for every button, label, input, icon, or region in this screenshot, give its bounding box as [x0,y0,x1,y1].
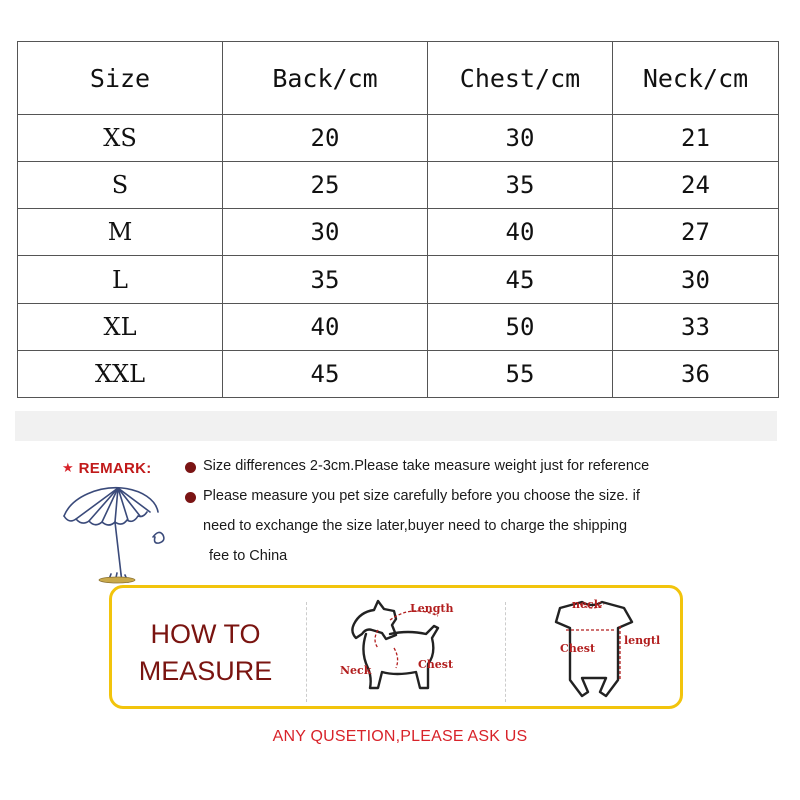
divider-band [15,411,777,441]
size-cell: XL [18,303,223,350]
back-cell: 40 [223,303,428,350]
header-back: Back/cm [223,42,428,115]
table-row [18,115,779,162]
dashed-divider [505,602,507,702]
shirt-chest-label: Chest [560,642,596,655]
chest-cell: 40 [428,209,613,256]
chest-cell: 45 [428,256,613,303]
table-row [18,350,779,397]
neck-cell: 30 [613,256,779,303]
back-cell: 35 [223,256,428,303]
title-line-1: HOW TO [150,619,261,649]
neck-cell: 24 [613,162,779,209]
shirt-neck-label: neck [572,598,602,611]
chest-cell: 50 [428,303,613,350]
back-cell: 45 [223,350,428,397]
size-cell: L [18,256,223,303]
how-to-measure-title [133,616,278,690]
dog-length-label: Length [410,602,454,615]
table-row [18,209,779,256]
size-cell: M [18,209,223,256]
bullet-icon [185,462,196,473]
remark-note-1: Size differences 2-3cm.Please take measure weight just for reference [203,458,650,474]
footer-contact-text: ANY QUSETION,PLEASE ASK US [272,728,528,745]
chest-cell: 35 [428,162,613,209]
umbrella-icon [58,482,178,587]
neck-cell: 36 [613,350,779,397]
size-cell: XS [18,115,223,162]
remark-label: REMARK: [78,459,152,477]
header-neck: Neck/cm [613,42,779,115]
neck-cell: 27 [613,209,779,256]
size-cell: XXL [18,350,223,397]
table-header-row [18,42,779,115]
shirt-outline-icon [530,596,670,706]
title-line-2: MEASURE [138,656,273,686]
dog-outline-icon [336,596,486,706]
header-chest: Chest/cm [428,42,613,115]
remark-note-3: need to exchange the size later,buyer need to charge the shipping [203,518,628,534]
remark-note-4: fee to China [209,548,288,564]
table-row [18,162,779,209]
header-size: Size [18,42,223,115]
dog-chest-label: Chest [418,658,454,671]
remark-heading [62,457,152,479]
shirt-length-label: lengtl [624,634,661,647]
back-cell: 20 [223,115,428,162]
size-cell: S [18,162,223,209]
dashed-divider [306,602,308,702]
chest-cell: 55 [428,350,613,397]
table-row [18,303,779,350]
dog-neck-label: Neck [340,664,372,677]
star-icon: ★ [62,460,74,475]
neck-cell: 21 [613,115,779,162]
bullet-icon [185,492,196,503]
back-cell: 25 [223,162,428,209]
neck-cell: 33 [613,303,779,350]
table-row [18,256,779,303]
remark-note-2: Please measure you pet size carefully before you choose the size. if [203,488,640,504]
size-table [17,41,779,398]
back-cell: 30 [223,209,428,256]
chest-cell: 30 [428,115,613,162]
